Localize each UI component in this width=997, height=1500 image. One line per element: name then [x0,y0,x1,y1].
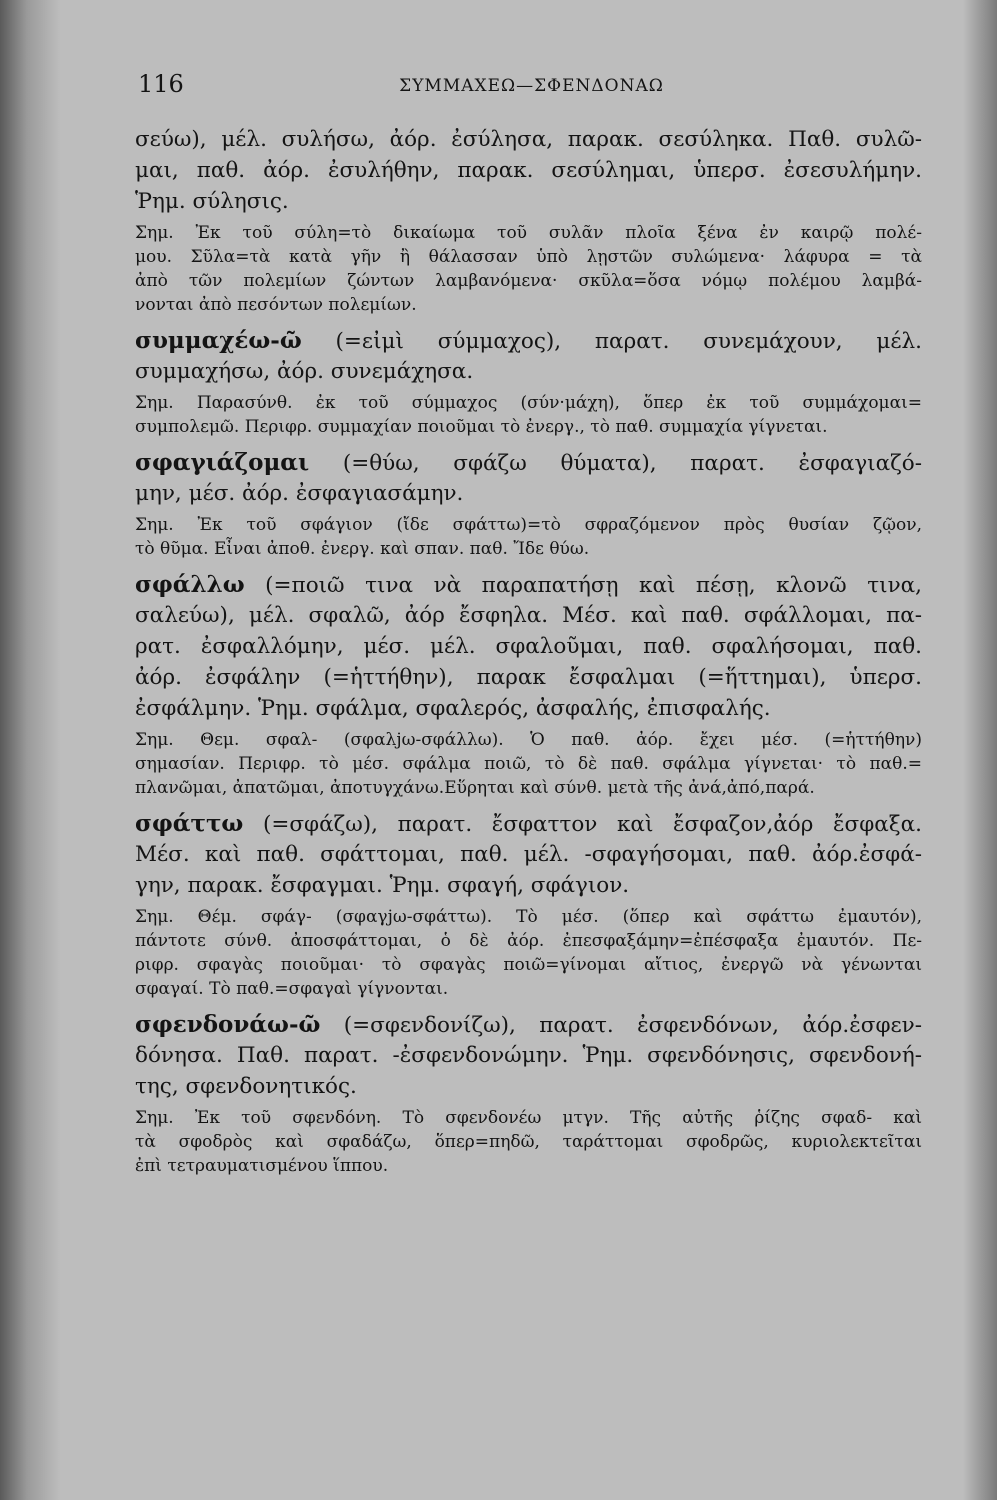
text-line: ἀόρ. ἐσφάλην (=ἡττήθην), παρακ ἔσφαλμαι (=ἥττημαι), ὑπερσ. [135,665,922,690]
note-line: Σημ. Θέμ. σφάγ- (σφαγjω-σφάττω). Τὸ μέσ. (ὅπερ καὶ σφάττω ἐμαυτόν), [135,907,922,927]
note-line: μου. Σῦλα=τὰ κατὰ γῆν ἢ θάλασσαν ὑπὸ λῃστῶν συλώμενα· λάφυρα = τὰ [135,247,922,267]
text-line: γην, παρακ. ἔσφαγμαι. Ῥημ. σφαγή, σφάγιον. [135,873,630,898]
text-line: δόνησα. Παθ. παρατ. -ἐσφενδονώμην. Ῥημ. σφενδόνησις, σφενδονή- [135,1043,922,1068]
headword: σφάλλω [135,571,245,598]
page-header [138,70,925,110]
note-line: τὸ θῦμα. Εἶναι ἀποθ. ἐνεργ. καὶ σπαν. παθ. Ἴδε θύω. [135,539,590,559]
text-line [135,569,922,600]
note-line: πλανῶμαι, ἀπατῶμαι, ἀποτυγχάνω.Εὕρηται καὶ σύνθ. μετὰ τῆς ἀνά,ἀπό,παρά. [135,778,815,798]
headword: σφενδονάω-ῶ [135,1011,321,1038]
note-block [135,728,922,800]
note-line: ριφρ. σφαγὰς ποιοῦμαι· τὸ σφαγὰς ποιῶ=γίνομαι αἴτιος, ἐνεργῶ νὰ γένωνται [135,955,922,975]
note-block [135,905,922,1001]
note-block [135,1106,922,1178]
note-line: Σημ. Ἐκ τοῦ σφενδόνη. Τὸ σφενδονέω μτγν. Τῆς αὐτῆς ῥίζης σφαδ- καὶ [135,1108,922,1128]
note-line: Σημ. Παρασύνθ. ἐκ τοῦ σύμμαχος (σύν·μάχη), ὅπερ ἐκ τοῦ συμμάχομαι= [135,393,922,413]
dictionary-entry [135,325,922,387]
text-line: Ῥημ. σύλησις. [135,189,289,214]
text-line: Μέσ. καὶ παθ. σφάττομαι, παθ. μέλ. -σφαγήσομαι, παθ. ἀόρ.ἐσφά- [135,842,922,867]
text-line: σεύω), μέλ. συλήσω, ἀόρ. ἐσύλησα, παρακ. σεσύληκα. Παθ. συλῶ- [135,127,922,152]
note-block [135,513,922,561]
note-line: Σημ. Ἐκ τοῦ σύλη=τὸ δικαίωμα τοῦ συλᾶν πλοῖα ξένα ἐν καιρῷ πολέ- [135,223,922,243]
headword: συμμαχέω-ῶ [135,327,302,354]
text-line: σαλεύω), μέλ. σφαλῶ, ἀόρ ἔσφηλα. Μέσ. καὶ παθ. σφάλλομαι, πα- [135,603,922,628]
headword: σφάττω [135,810,244,837]
dictionary-entry [135,808,922,901]
text-line: ἐσφάλμην. Ῥημ. σφάλμα, σφαλερός, ἀσφαλής, ἐπισφαλής. [135,696,771,721]
headword-definition: (=σφενδονίζω), παρατ. ἐσφενδόνων, ἀόρ.ἐσφεν- [320,1013,922,1038]
note-line: Σημ. Θεμ. σφαλ- (σφαλjω-σφάλλω). Ὁ παθ. ἀόρ. ἔχει μέσ. (=ἡττήθην) [135,730,922,750]
running-head: ΣΥΜΜΑΧΕΩ—ΣΦΕΝΔΟΝΑΩ [399,76,664,96]
dictionary-entry [135,1009,922,1102]
note-line: συμπολεμῶ. Περιφρ. συμμαχίαν ποιοῦμαι τὸ ἐνεργ., τὸ παθ. συμμαχία γίγνεται. [135,417,828,437]
text-line: της, σφενδονητικός. [135,1074,357,1099]
note-line: σημασίαν. Περιφρ. τὸ μέσ. σφάλμα ποιῶ, τὸ δὲ παθ. σφάλμα γίγνεται· τὸ παθ.= [135,754,922,774]
text-line [135,447,922,478]
dictionary-entry [135,569,922,724]
page-number: 116 [138,70,184,98]
headword-definition: (=εἰμὶ σύμμαχος), παρατ. συνεμάχουν, μέλ. [301,329,922,354]
text-line [135,808,922,839]
headword: σφαγιάζομαι [135,449,310,476]
note-line: ἀπὸ τῶν πολεμίων ζώντων λαμβανόμενα· σκῦλα=ὅσα νόμῳ πολέμου λαμβά- [135,271,922,291]
text-line: μην, μέσ. ἀόρ. ἐσφαγιασάμην. [135,481,464,506]
text-line [135,325,922,356]
page-content [135,124,922,1178]
headword-definition: (=ποιῶ τινα νὰ παραπατήσῃ καὶ πέσῃ, κλονῶ τινα, [244,573,922,598]
text-line: συμμαχήσω, ἀόρ. συνεμάχησα. [135,359,474,384]
note-line: Σημ. Ἐκ τοῦ σφάγιον (ἴδε σφάττω)=τὸ σφραζόμενον πρὸς θυσίαν ζῷον, [135,515,922,535]
text-line: ρατ. ἐσφαλλόμην, μέσ. μέλ. σφαλοῦμαι, παθ. σφαλήσομαι, παθ. [135,634,922,659]
note-block [135,391,922,439]
body-paragraph [135,124,922,217]
text-line: μαι, παθ. ἀόρ. ἐσυλήθην, παρακ. σεσύλημαι, ὑπερσ. ἐσεσυλήμην. [135,158,922,183]
dictionary-entry [135,447,922,509]
note-line: νονται ἀπὸ πεσόντων πολεμίων. [135,295,417,315]
headword-definition: (=θύω, σφάζω θύματα), παρατ. ἐσφαγιαζό- [309,451,922,476]
note-line: τὰ σφοδρὸς καὶ σφαδάζω, ὅπερ=πηδῶ, ταράττομαι σφοδρῶς, κυριολεκτεῖται [135,1132,922,1152]
headword-definition: (=σφάζω), παρατ. ἔσφαττον καὶ ἔσφαζον,ἀόρ ἔσφαξα. [243,812,922,837]
note-line: σφαγαί. Τὸ παθ.=σφαγαὶ γίγνονται. [135,979,449,999]
note-line: πάντοτε σύνθ. ἀποσφάττομαι, ὁ δὲ ἀόρ. ἐπεσφαξάμην=ἐπέσφαξα ἐμαυτόν. Πε- [135,931,922,951]
note-line: ἐπὶ τετραυματισμένου ἵππου. [135,1156,389,1176]
text-line [135,1009,922,1040]
note-block [135,221,922,317]
